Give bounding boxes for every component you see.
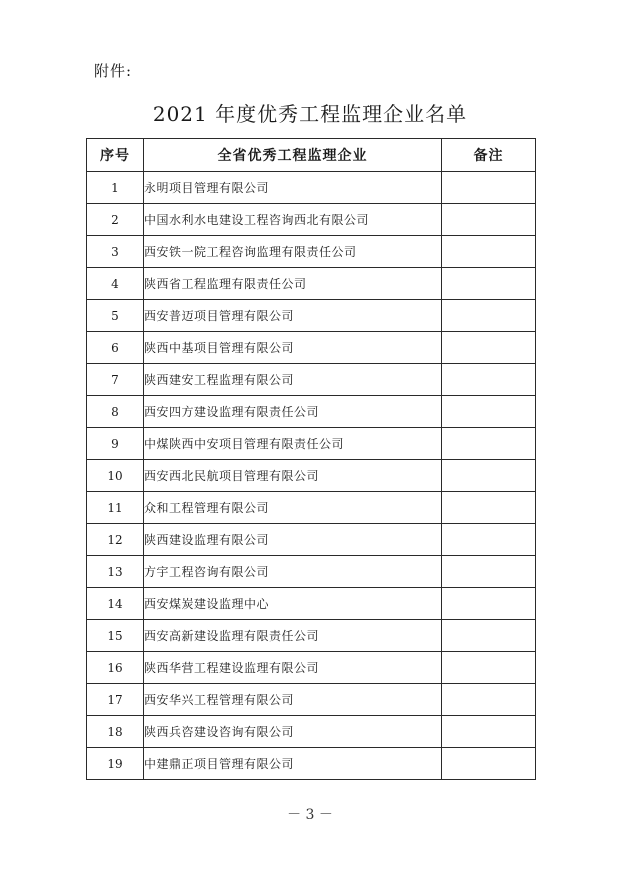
row-remarks [442, 620, 536, 652]
row-serial-number: 5 [87, 300, 144, 332]
row-remarks [442, 172, 536, 204]
row-serial-number: 4 [87, 268, 144, 300]
row-enterprise-name: 陕西建安工程监理有限公司 [144, 364, 442, 396]
row-remarks [442, 748, 536, 780]
row-serial-number: 11 [87, 492, 144, 524]
row-remarks [442, 716, 536, 748]
row-remarks [442, 268, 536, 300]
row-remarks [442, 524, 536, 556]
row-enterprise-name: 西安普迈项目管理有限公司 [144, 300, 442, 332]
row-serial-number: 8 [87, 396, 144, 428]
row-serial-number: 3 [87, 236, 144, 268]
row-serial-number: 19 [87, 748, 144, 780]
table-row [87, 332, 536, 364]
row-remarks [442, 428, 536, 460]
enterprise-table [86, 138, 536, 780]
row-enterprise-name: 陕西省工程监理有限责任公司 [144, 268, 442, 300]
row-remarks [442, 460, 536, 492]
row-serial-number: 6 [87, 332, 144, 364]
row-enterprise-name: 方宇工程咨询有限公司 [144, 556, 442, 588]
row-serial-number: 17 [87, 684, 144, 716]
row-enterprise-name: 永明项目管理有限公司 [144, 172, 442, 204]
row-enterprise-name: 陕西华营工程建设监理有限公司 [144, 652, 442, 684]
row-serial-number: 16 [87, 652, 144, 684]
row-enterprise-name: 西安铁一院工程咨询监理有限责任公司 [144, 236, 442, 268]
row-remarks [442, 652, 536, 684]
row-remarks [442, 588, 536, 620]
row-enterprise-name: 西安四方建设监理有限责任公司 [144, 396, 442, 428]
row-enterprise-name: 西安高新建设监理有限责任公司 [144, 620, 442, 652]
document-title: 2021 年度优秀工程监理企业名单 [152, 102, 468, 126]
attachment-label: 附件: [94, 62, 133, 80]
row-enterprise-name: 众和工程管理有限公司 [144, 492, 442, 524]
row-remarks [442, 556, 536, 588]
header-remarks: 备注 [442, 139, 536, 172]
row-remarks [442, 204, 536, 236]
row-remarks [442, 492, 536, 524]
table-header-row [87, 139, 536, 172]
table-row [87, 396, 536, 428]
row-enterprise-name: 西安西北民航项目管理有限公司 [144, 460, 442, 492]
header-serial-number: 序号 [87, 139, 144, 172]
row-serial-number: 13 [87, 556, 144, 588]
row-enterprise-name: 西安华兴工程管理有限公司 [144, 684, 442, 716]
table-row [87, 684, 536, 716]
row-remarks [442, 684, 536, 716]
row-enterprise-name: 中国水利水电建设工程咨询西北有限公司 [144, 204, 442, 236]
table-row [87, 716, 536, 748]
page-number: － 3 － [287, 807, 333, 823]
table-row [87, 620, 536, 652]
table-row [87, 204, 536, 236]
row-serial-number: 1 [87, 172, 144, 204]
row-enterprise-name: 陕西兵咨建设咨询有限公司 [144, 716, 442, 748]
table-row [87, 236, 536, 268]
row-remarks [442, 332, 536, 364]
row-enterprise-name: 陕西中基项目管理有限公司 [144, 332, 442, 364]
table-row [87, 364, 536, 396]
table-row [87, 268, 536, 300]
row-serial-number: 18 [87, 716, 144, 748]
table-row [87, 556, 536, 588]
table-row [87, 492, 536, 524]
row-serial-number: 12 [87, 524, 144, 556]
row-remarks [442, 396, 536, 428]
table-row [87, 524, 536, 556]
row-serial-number: 15 [87, 620, 144, 652]
table-row [87, 300, 536, 332]
table-row [87, 460, 536, 492]
row-enterprise-name: 西安煤炭建设监理中心 [144, 588, 442, 620]
row-enterprise-name: 中煤陕西中安项目管理有限责任公司 [144, 428, 442, 460]
table-body [87, 172, 536, 780]
header-enterprise-name: 全省优秀工程监理企业 [144, 139, 442, 172]
row-serial-number: 10 [87, 460, 144, 492]
row-serial-number: 9 [87, 428, 144, 460]
table-row [87, 428, 536, 460]
row-serial-number: 7 [87, 364, 144, 396]
table-row [87, 652, 536, 684]
row-remarks [442, 364, 536, 396]
row-remarks [442, 236, 536, 268]
row-serial-number: 14 [87, 588, 144, 620]
row-remarks [442, 300, 536, 332]
row-enterprise-name: 中建鼎正项目管理有限公司 [144, 748, 442, 780]
table-row [87, 588, 536, 620]
row-serial-number: 2 [87, 204, 144, 236]
table-row [87, 748, 536, 780]
row-enterprise-name: 陕西建设监理有限公司 [144, 524, 442, 556]
table-row [87, 172, 536, 204]
